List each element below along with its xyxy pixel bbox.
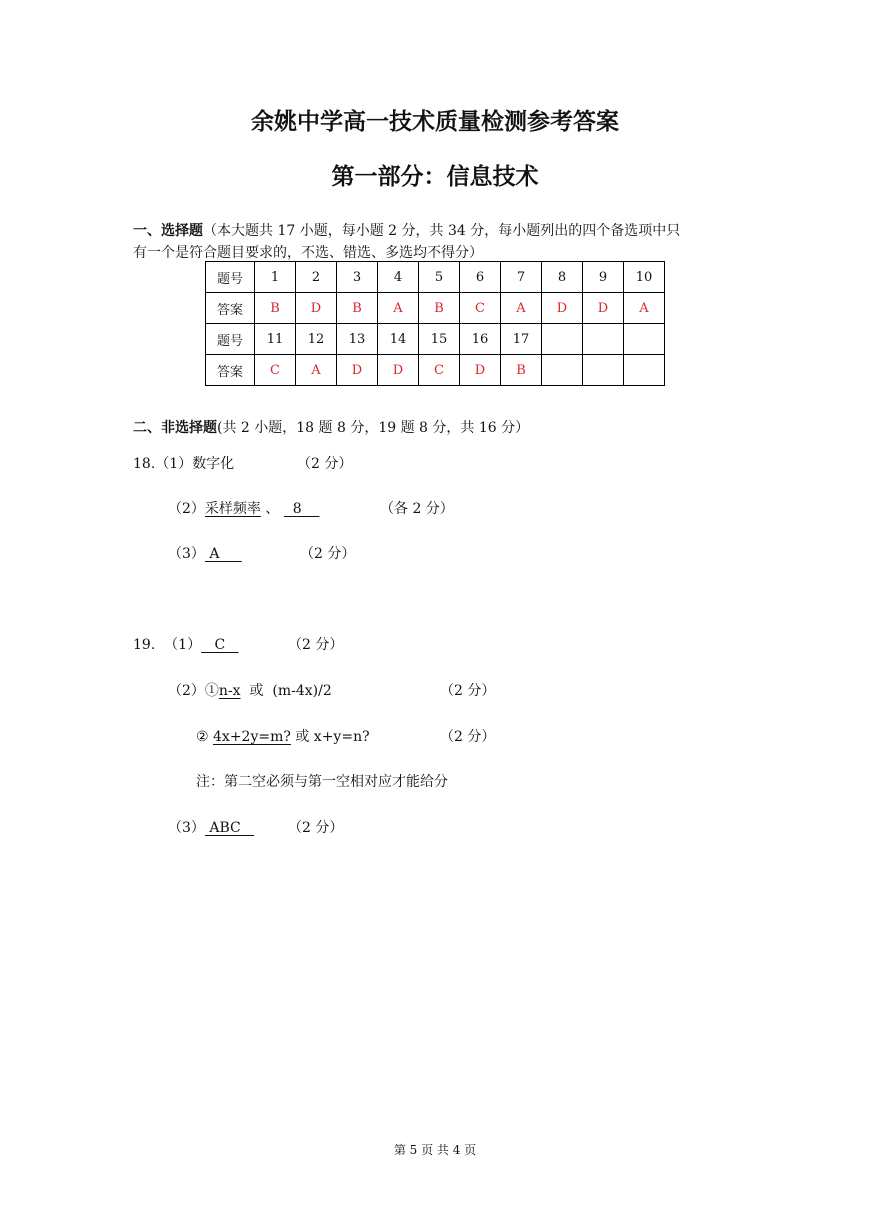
circled-one-icon: ① <box>204 683 219 699</box>
section2-line <box>133 417 529 437</box>
q19-p1-answer: C <box>201 637 239 653</box>
q19-p2-or: 或 <box>240 683 273 699</box>
answer-cell: A <box>624 293 665 324</box>
answer-cell: D <box>542 293 583 324</box>
q19-p2-score-b: （2 分） <box>440 729 496 745</box>
q18-p2-answer-a: 采样频率 <box>204 501 261 517</box>
section1-heading: 一、选择题 <box>133 223 203 239</box>
q18-p2-answer-b: 8 <box>283 501 320 517</box>
page-title: 余姚中学高一技术质量检测参考答案 <box>251 109 619 135</box>
row-label-number: 题号 <box>206 262 255 293</box>
question-number <box>542 324 583 355</box>
table-row <box>206 324 665 355</box>
answer-cell: A <box>378 293 419 324</box>
answer-cell <box>624 355 665 386</box>
q18-p2-score: （各 2 分） <box>380 501 454 517</box>
q19-p3-label: （3） <box>168 820 205 836</box>
answer-cell: C <box>419 355 460 386</box>
q19-p3-score: （2 分） <box>288 820 344 836</box>
section1-desc-line1: （本大题共 17 小题，每小题 2 分，共 34 分，每小题列出的四个备选项中只 <box>203 223 681 239</box>
q18-part1 <box>133 453 234 473</box>
answer-cell: C <box>255 355 296 386</box>
section-title: 第一部分：信息技术 <box>331 164 539 190</box>
answer-cell: B <box>255 293 296 324</box>
question-number: 5 <box>419 262 460 293</box>
question-number: 6 <box>460 262 501 293</box>
question-number: 9 <box>583 262 624 293</box>
question-number: 8 <box>542 262 583 293</box>
question-number: 17 <box>501 324 542 355</box>
q19-p2-answer-b: (m-4x)/2 <box>272 683 332 699</box>
question-number: 15 <box>419 324 460 355</box>
answer-cell: A <box>501 293 542 324</box>
q19-part2a <box>168 680 332 700</box>
q19-p2-answer-c: 4x+2y=m? <box>213 729 291 745</box>
q18-part3 <box>168 543 242 563</box>
q19-part2b <box>196 726 370 746</box>
q18-p3-score: （2 分） <box>300 546 356 562</box>
answer-cell: A <box>296 355 337 386</box>
answer-cell: D <box>460 355 501 386</box>
section2-heading: 二、非选择题 <box>133 420 217 436</box>
page-footer: 第 5 页 共 4 页 <box>393 1143 477 1157</box>
question-number: 10 <box>624 262 665 293</box>
q19-part3 <box>168 817 254 837</box>
question-number: 4 <box>378 262 419 293</box>
section1-line1 <box>133 220 680 240</box>
q18-part2 <box>168 498 319 518</box>
question-number: 3 <box>337 262 378 293</box>
answer-cell: D <box>378 355 419 386</box>
question-number: 14 <box>378 324 419 355</box>
q18-p1-score: （2 分） <box>297 456 353 472</box>
answer-cell <box>542 355 583 386</box>
section2-desc: (共 2 小题，18 题 8 分，19 题 8 分，共 16 分） <box>217 420 530 436</box>
q19-p1-label: （1） <box>164 637 202 653</box>
question-number <box>583 324 624 355</box>
answer-cell: D <box>583 293 624 324</box>
question-number: 13 <box>337 324 378 355</box>
q19-p2-score-a: （2 分） <box>440 683 496 699</box>
question-number: 16 <box>460 324 501 355</box>
table-row <box>206 355 665 386</box>
q19-p2-or2: 或 <box>290 729 314 745</box>
question-number: 11 <box>255 324 296 355</box>
q18-p1-label: （1） <box>155 456 193 472</box>
q19-p2-answer-d: x+y=n? <box>313 729 370 745</box>
q18-p1-answer: 数字化 <box>192 456 235 472</box>
answer-cell: B <box>501 355 542 386</box>
q18-p2-label: （2） <box>168 501 205 517</box>
answer-cell: D <box>296 293 337 324</box>
question-number: 7 <box>501 262 542 293</box>
row-label-answer: 答案 <box>206 355 255 386</box>
question-number: 1 <box>255 262 296 293</box>
answer-cell <box>583 355 624 386</box>
circled-two-icon: ② <box>196 729 209 745</box>
q18-p2-sep: 、 <box>260 501 284 517</box>
question-number <box>624 324 665 355</box>
q19-number: 19. <box>133 637 156 653</box>
q18-p3-answer: A <box>204 546 242 562</box>
answer-cell: B <box>337 293 378 324</box>
q19-p3-answer: ABC <box>204 820 255 836</box>
q18-number: 18. <box>133 456 156 472</box>
row-label-number: 题号 <box>206 324 255 355</box>
table-row <box>206 262 665 293</box>
q19-note: 注：第二空必须与第一空相对应才能给分 <box>196 774 448 790</box>
answer-cell: C <box>460 293 501 324</box>
section1-desc-line2: 有一个是符合题目要求的，不选、错选、多选均不得分） <box>133 245 483 261</box>
row-label-answer: 答案 <box>206 293 255 324</box>
q19-p2-label: （2） <box>168 683 205 699</box>
question-number: 2 <box>296 262 337 293</box>
q19-p1-score: （2 分） <box>288 637 344 653</box>
table-row <box>206 293 665 324</box>
q19-part1 <box>133 634 239 654</box>
answer-table <box>205 261 665 386</box>
q18-p3-label: （3） <box>168 546 205 562</box>
answer-cell: D <box>337 355 378 386</box>
question-number: 12 <box>296 324 337 355</box>
q19-p2-answer-a: n-x <box>218 683 241 699</box>
answer-cell: B <box>419 293 460 324</box>
